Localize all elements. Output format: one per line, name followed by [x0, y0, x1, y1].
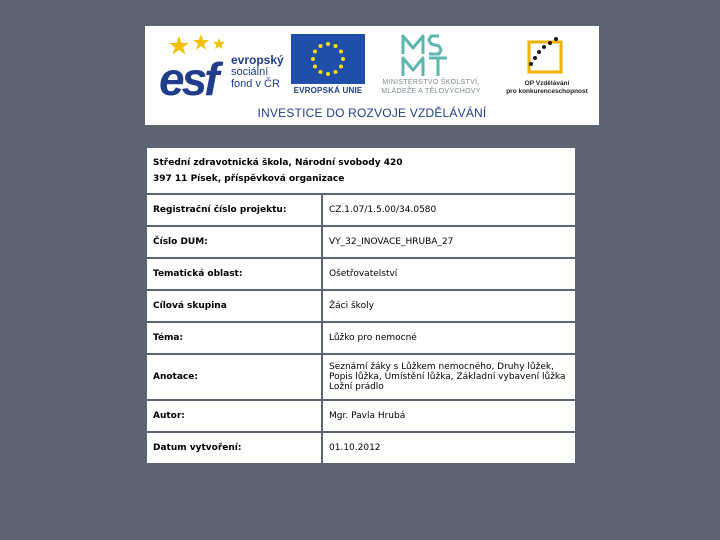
table-row [146, 432, 576, 464]
esf-caption-line2: sociální [231, 66, 269, 78]
msmt-caption-line1: MINISTERSTVO ŠKOLSTVÍ, [382, 79, 480, 86]
row-label: Téma: [146, 322, 322, 354]
row-label: Registrační číslo projektu: [146, 194, 322, 226]
esf-logo [155, 34, 285, 105]
eu-caption: EVROPSKÁ UNIE [293, 86, 363, 95]
esf-caption-line1: evropský [231, 53, 284, 67]
row-label: Číslo DUM: [146, 226, 322, 258]
esf-caption-line3: fond v ČR [231, 78, 280, 90]
row-label: Tematická oblast: [146, 258, 322, 290]
annotation-line: Popis lůžka, Umístění lůžka, Základní vybavení lůžka [329, 372, 566, 382]
school-address: 397 11 Písek, příspěvková organizace [153, 173, 345, 184]
esf-letters: esf [159, 53, 217, 105]
slogan: INVESTICE DO ROZVOJE VZDĚLÁVÁNÍ [257, 106, 487, 120]
row-label: Autor: [146, 400, 322, 432]
row-label: Cílová skupina [146, 290, 322, 322]
op-logo-icon [523, 34, 567, 78]
table-row [146, 354, 576, 400]
msmt-caption [367, 78, 495, 96]
row-value: Lůžko pro nemocné [322, 322, 576, 354]
op-caption-line2: pro konkurenceschopnost [506, 88, 588, 95]
annotation-line: Ložní prádlo [329, 382, 384, 392]
row-value: CZ.1.07/1.5.00/34.0580 [322, 194, 576, 226]
row-value: 01.10.2012 [322, 432, 576, 464]
op-caption-line1: OP Vzdělávání [524, 80, 570, 87]
annotation-line: Seznámí žáky s Lůžkem nemocného, Druhy lůžek, [329, 362, 554, 372]
table-row [146, 194, 576, 226]
table-row [146, 226, 576, 258]
table-row [146, 322, 576, 354]
table-row [146, 258, 576, 290]
row-value: Žáci školy [322, 290, 576, 322]
logo-banner [145, 26, 599, 125]
row-value: Mgr. Pavla Hrubá [322, 400, 576, 432]
row-value: Ošetřovatelství [322, 258, 576, 290]
info-table [145, 146, 577, 465]
table-row [146, 400, 576, 432]
school-header-row [146, 147, 576, 194]
msmt-caption-line2: MLÁDEŽE A TĚLOVÝCHOVY [381, 88, 481, 95]
row-value [322, 354, 576, 400]
row-value: VY_32_INOVACE_HRUBA_27 [322, 226, 576, 258]
row-label: Anotace: [146, 354, 322, 400]
op-caption [497, 80, 597, 96]
row-label: Datum vytvoření: [146, 432, 322, 464]
school-name: Střední zdravotnická škola, Národní svobody 420 [153, 157, 403, 168]
school-header-cell [146, 147, 576, 194]
eu-flag-icon [291, 34, 365, 84]
msmt-logo-icon [399, 32, 451, 80]
table-row [146, 290, 576, 322]
